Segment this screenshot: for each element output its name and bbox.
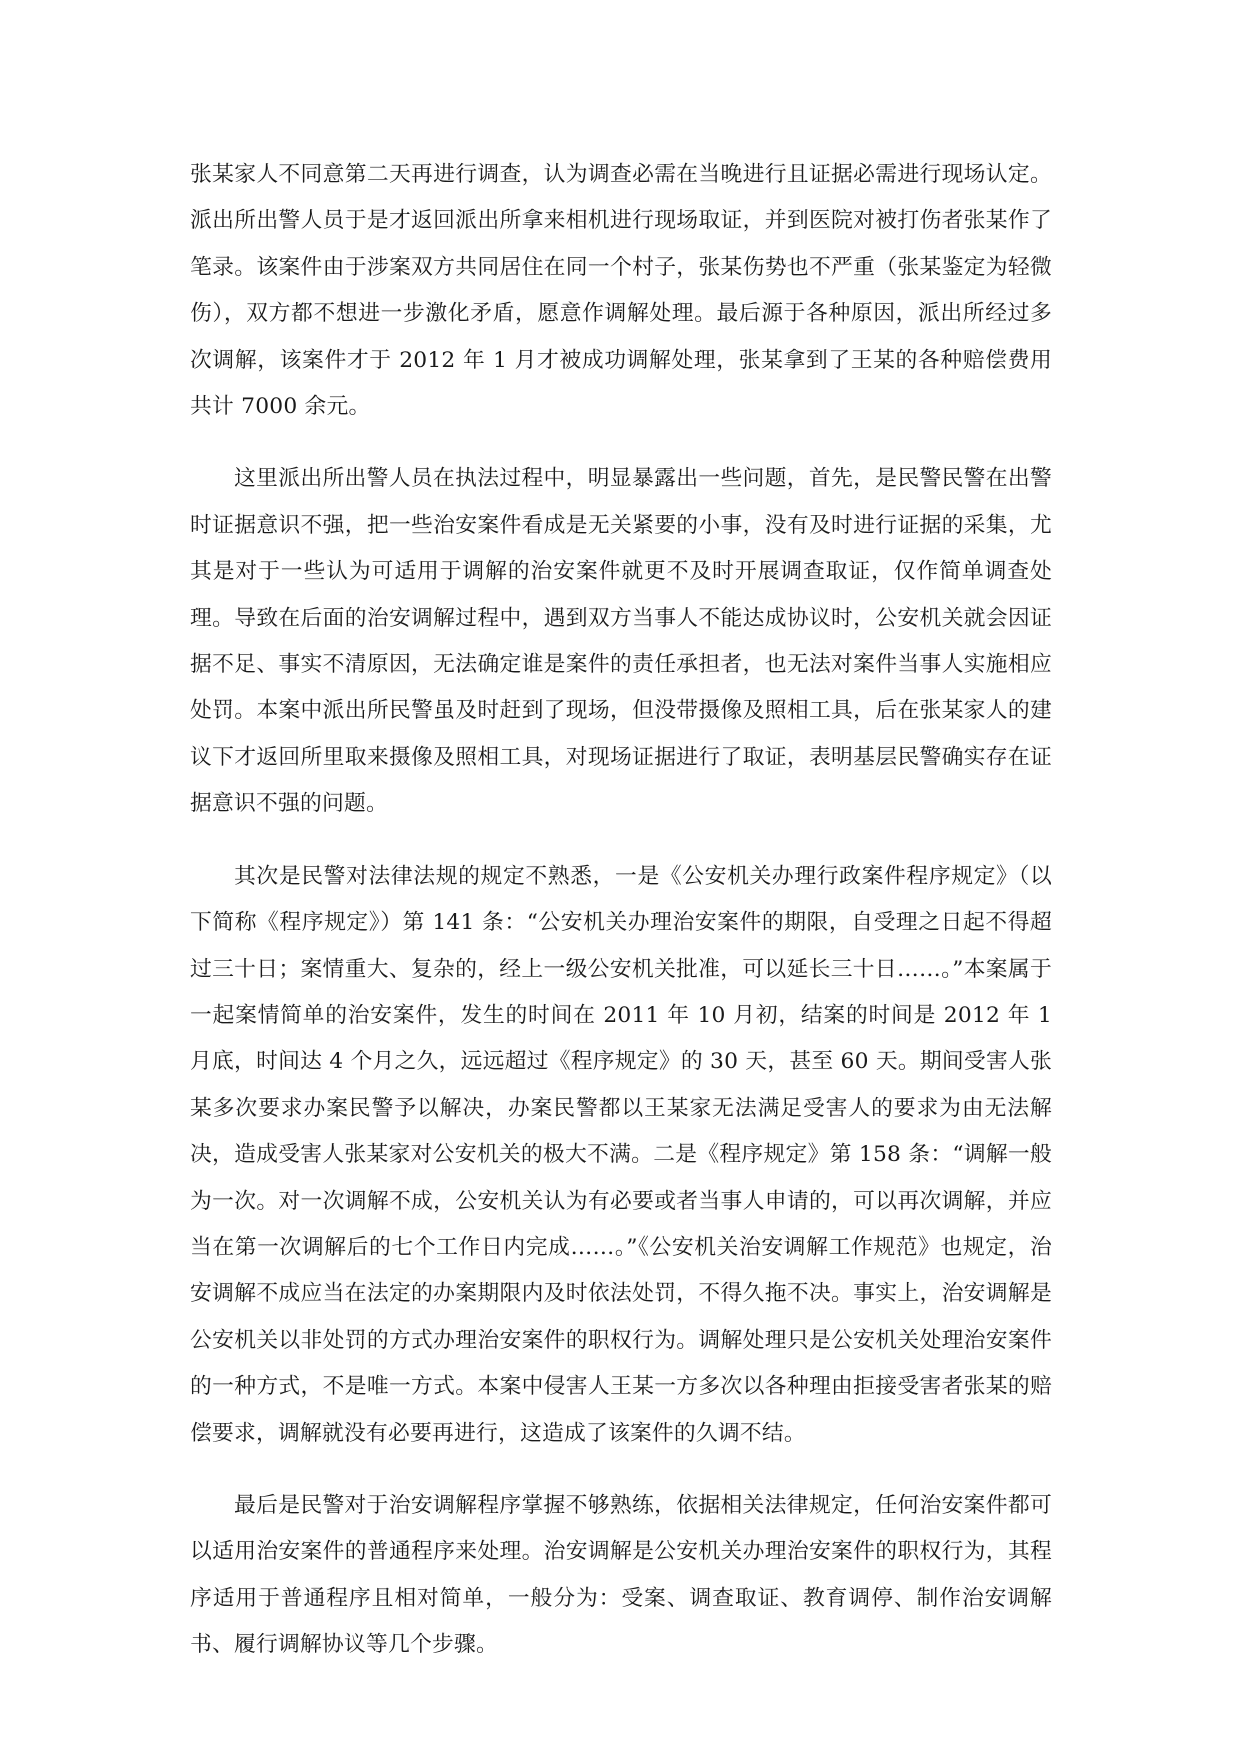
document-body [190, 152, 1052, 1695]
paragraph-2: 这里派出所出警人员在执法过程中，明显暴露出一些问题，首先，是民警民警在出警时证据意识不强，把一些治安案件看成是无关紧要的小事，没有及时进行证据的采集，尤其是对于一些认为可适用于调解的治安案件就更不及时开展调查取证，仅作简单调查处理。导致在后面的治安调解过程中，遇到双方当事人不能达成协议时，公安机关就会因证据不足、事实不清原因，无法确定谁是案件的责任承担者，也无法对案件当事人实施相应处罚。本案中派出所民警虽及时赶到了现场，但没带摄像及照相工具，后在张某家人的建议下才返回所里取来摄像及照相工具，对现场证据进行了取证，表明基层民警确实存在证据意识不强的问题。 [190, 466, 1052, 817]
paragraph-1: 张某家人不同意第二天再进行调查，认为调查必需在当晚进行且证据必需进行现场认定。派出所出警人员于是才返回派出所拿来相机进行现场取证，并到医院对被打伤者张某作了笔录。该案件由于涉案双方共同居住在同一个村子，张某伤势也不严重（张某鉴定为轻微伤），双方都不想进一步激化矛盾，愿意作调解处理。最后源于各种原因，派出所经过多次调解，该案件才于 2012 年 1 月才被成功调解处理，张某拿到了王某的各种赔偿费用共计 7000 余元。 [190, 162, 1052, 420]
paragraph-3: 其次是民警对法律法规的规定不熟悉，一是《公安机关办理行政案件程序规定》（以下简称《程序规定》）第 141 条：“公安机关办理治安案件的期限，自受理之日起不得超过三十日；案情重大、复杂的，经上一级公安机关批准，可以延长三十日……。”本案属于一起案情简单的治安案件，发生的时间在 2011 年 10 月初，结案的时间是 2012 年 1 月底，时间达 4 个月之久，远远超过《程序规定》的 30 天，甚至 60 天。期间受害人张某多次要求办案民警予以解决，办案民警都以王某家无法满足受害人的要求为由无法解决，造成受害人张某家对公安机关的极大不满。二是《程序规定》第 158 条：“调解一般为一次。对一次调解不成，公安机关认为有必要或者当事人申请的，可以再次调解，并应当在第一次调解后的七个工作日内完成……。”《公安机关治安调解工作规范》也规定，治安调解不成应当在法定的办案期限内及时依法处罚，不得久拖不决。事实上，治安调解是公安机关以非处罚的方式办理治安案件的职权行为。调解处理只是公安机关处理治安案件的一种方式，不是唯一方式。本案中侵害人王某一方多次以各种理由拒接受害者张某的赔偿要求，调解就没有必要再进行，这造成了该案件的久调不结。 [190, 863, 1052, 1446]
paragraph-4: 最后是民警对于治安调解程序掌握不够熟练，依据相关法律规定，任何治安案件都可以适用治安案件的普通程序来处理。治安调解是公安机关办理治安案件的职权行为，其程序适用于普通程序且相对简单，一般分为：受案、调查取证、教育调停、制作治安调解书、履行调解协议等几个步骤。 [190, 1492, 1052, 1658]
